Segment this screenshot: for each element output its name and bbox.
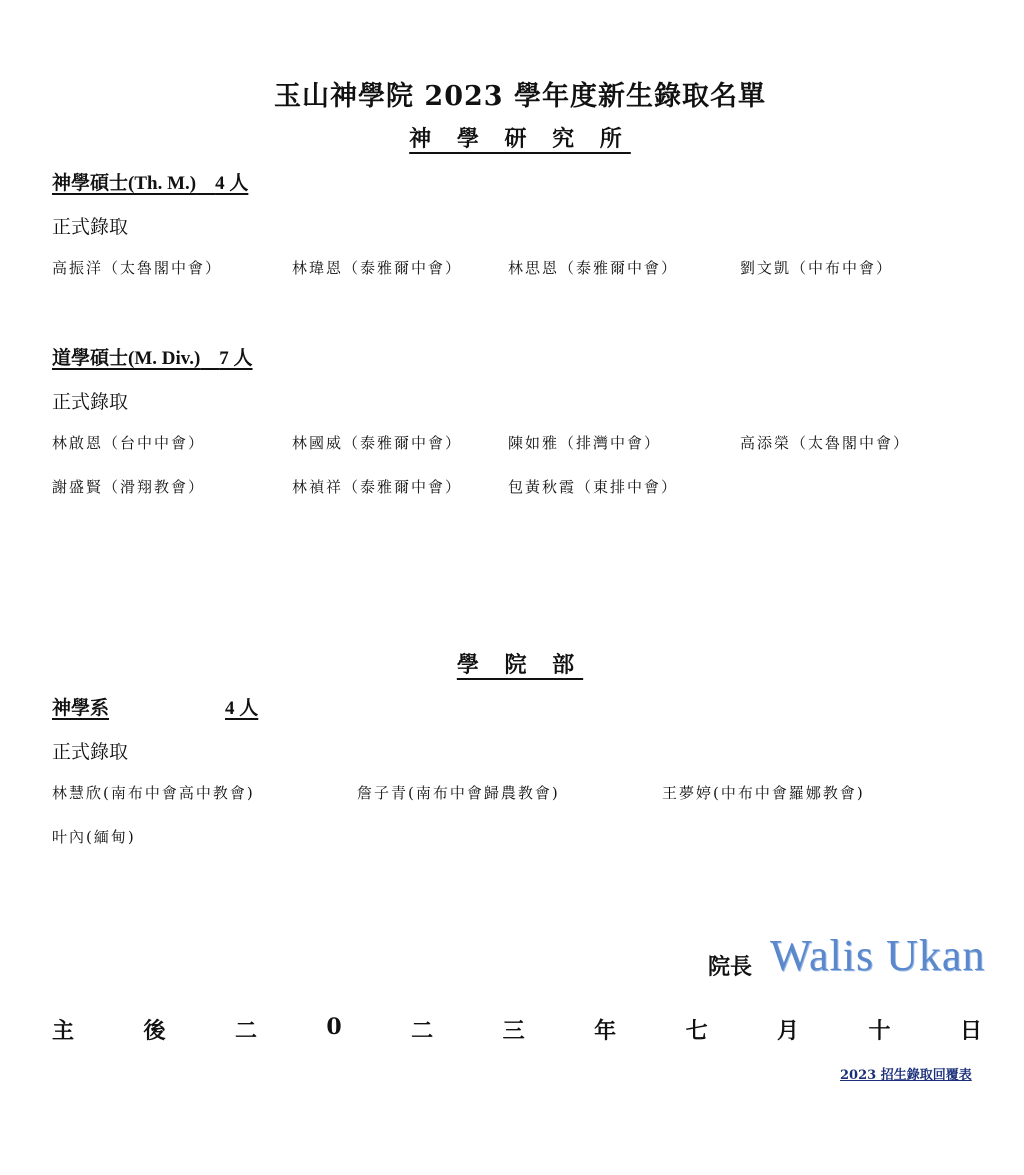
date-char: 二 bbox=[411, 1018, 434, 1044]
date-char: 0 bbox=[326, 1014, 342, 1040]
thm-program-name: 神學碩士(Th. M.) bbox=[52, 173, 197, 194]
date-char: 日 bbox=[959, 1018, 982, 1044]
mdiv-program-name: 道學碩士(M. Div.) bbox=[52, 348, 201, 369]
theology-name: 詹子青(南布中會歸農教會) bbox=[357, 784, 560, 802]
theology-count: 4 人 bbox=[225, 698, 259, 719]
theology-name: 叶內(緬甸) bbox=[52, 828, 136, 846]
date-char: 年 bbox=[594, 1018, 617, 1044]
mdiv-count: 7 人 bbox=[219, 348, 253, 369]
thm-name: 高振洋（太魯閣中會） bbox=[52, 259, 223, 277]
mdiv-name: 高添榮（太魯閣中會） bbox=[740, 434, 911, 452]
theology-program-heading bbox=[52, 693, 258, 720]
date-line bbox=[52, 1014, 982, 1045]
thm-program-heading bbox=[52, 168, 248, 195]
graduate-section-title: 神 學 研 究 所 bbox=[409, 126, 631, 152]
theology-name: 王夢婷(中布中會羅娜教會) bbox=[662, 784, 865, 802]
mdiv-name: 林禎祥（泰雅爾中會） bbox=[292, 478, 463, 496]
mdiv-admit-label: 正式錄取 bbox=[52, 391, 129, 413]
thm-admit-label: 正式錄取 bbox=[52, 216, 129, 238]
date-char: 七 bbox=[685, 1018, 708, 1044]
date-char: 後 bbox=[143, 1018, 166, 1044]
mdiv-name: 包黃秋霞（東排中會） bbox=[508, 478, 679, 496]
mdiv-name: 林國威（泰雅爾中會） bbox=[292, 434, 463, 452]
president-label: 院長 bbox=[708, 954, 753, 980]
mdiv-name: 陳如雅（排灣中會） bbox=[508, 434, 662, 452]
date-char: 月 bbox=[777, 1018, 800, 1044]
document-title: 玉山神學院 2023 學年度新生錄取名單 bbox=[274, 81, 766, 112]
mdiv-name: 林啟恩（台中中會） bbox=[52, 434, 206, 452]
footer-form-label: 2023 招生錄取回覆表 bbox=[840, 1068, 972, 1083]
thm-count: 4 人 bbox=[215, 173, 249, 194]
thm-name: 林思恩（泰雅爾中會） bbox=[508, 259, 679, 277]
date-char: 十 bbox=[868, 1018, 891, 1044]
date-char: 三 bbox=[502, 1018, 525, 1044]
mdiv-program-heading bbox=[52, 343, 253, 370]
thm-name: 林瑋恩（泰雅爾中會） bbox=[292, 259, 463, 277]
theology-name: 林慧欣(南布中會高中教會) bbox=[52, 784, 255, 802]
thm-name: 劉文凱（中布中會） bbox=[740, 259, 894, 277]
theology-admit-label: 正式錄取 bbox=[52, 741, 129, 763]
date-char: 主 bbox=[52, 1018, 75, 1044]
college-section-title: 學 院 部 bbox=[456, 652, 584, 678]
theology-program-name: 神學系 bbox=[52, 698, 110, 719]
mdiv-name: 謝盛賢（滑翔教會） bbox=[52, 478, 206, 496]
president-signature: Walis Ukan bbox=[770, 931, 986, 980]
date-char: 二 bbox=[234, 1018, 257, 1044]
